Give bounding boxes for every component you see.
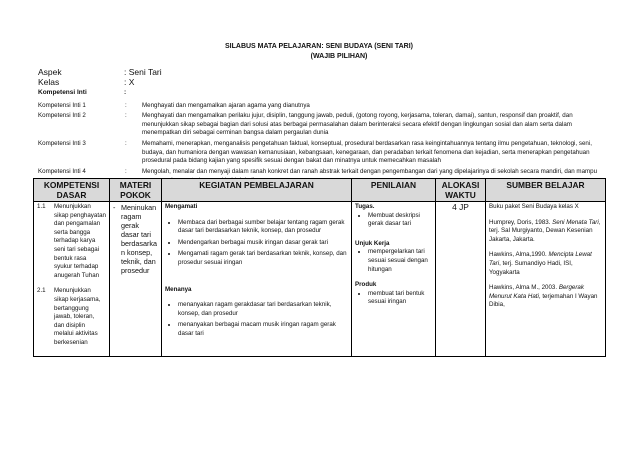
ki-4-text: Mengolah, menalar dan menyaji dalam ranah konkret dan ranah abstrak terkait dengan pengembangan dari yang dipelajarinya di sekolah secara mandiri, dan mampu	[142, 168, 598, 175]
sumber-item-3	[489, 251, 602, 277]
mengamati-heading: Mengamati	[165, 203, 198, 210]
header-alokasi: ALOKASI WAKTU	[436, 179, 486, 202]
sumber-item-2	[489, 219, 602, 245]
unjuk-kerja-item-1: • mempergelarkan tari sesuai sesuai dengan hitungan	[368, 248, 432, 274]
ki-2-label: Kompetensi Inti 2	[38, 112, 86, 119]
menanya-item-1: • menanyakan ragam gerakdasar tari berdasarkan teknik, konsep, dan prosedur	[178, 301, 348, 318]
penilaian-cell	[352, 202, 436, 357]
ki-2-text: Menghayati dan mengamalkan perilaku jujur, disiplin, tanggung jawab, peduli, (gotong royong, kerjasama, toleran, damai), santun, responsif dan proaktif, dan menunjukkan sikap sebagai bagian dari solusi atas berbagai permasalahan dalam berinteraksi secara efektif dengan lingkungan sosial dan alam serta dalam menempatkan diri sebagai cerminan bangsa dalam pergaulan dunia	[142, 112, 573, 137]
sumber-item-2-text: Humprey, Doris, 1983.	[489, 218, 553, 226]
ki-1-text: Menghayati dan mengamalkan ajaran agama yang dianutnya	[142, 102, 310, 109]
header-sumber: SUMBER BELAJAR	[486, 179, 606, 202]
materi-cell	[110, 202, 162, 357]
kd-item-2-num: 2.1	[37, 287, 46, 295]
ki-3-colon: :	[125, 140, 127, 147]
ki-3-label: Kompetensi Inti 3	[38, 140, 86, 147]
header-kompetensi-dasar: KOMPETENSI DASAR	[34, 179, 110, 202]
mengamati-item-2: • Mendengarkan berbagai musik iringan dasar gerak tari	[178, 239, 348, 248]
produk-list	[355, 290, 432, 307]
sumber-item-4-text: Hawkins, Alma M., 2003.	[489, 284, 559, 292]
materi-item-1	[113, 203, 158, 275]
sumber-item-3-title: Mencipta Lewat Tari	[489, 251, 592, 267]
ki-1-colon: :	[125, 102, 127, 109]
kegiatan-cell	[162, 202, 352, 357]
ki-2-colon: :	[125, 112, 127, 119]
sumber-cell	[486, 202, 606, 357]
ki-header-colon: :	[124, 89, 127, 96]
ki-header-label: Kompetensi Inti	[38, 89, 87, 96]
kd-list	[37, 203, 106, 348]
sumber-item-3-after: , terj. Sumandiyo Hadi, ISI, Yogyakarta	[489, 259, 573, 276]
aspek-label: Aspek	[38, 67, 62, 77]
sumber-item-1-text: Buku paket Seni Budaya kelas X	[489, 203, 579, 210]
sumber-item-4-title: Bergerak Menurut Kata Hati	[489, 284, 584, 300]
title-line-1: SILABUS MATA PELAJARAN: SENI BUDAYA (SENI TARI)	[225, 43, 413, 50]
syllabus-table	[33, 178, 606, 357]
tugas-list	[355, 212, 432, 229]
materi-item-1-dash: -	[113, 203, 116, 212]
kd-item-1	[37, 203, 106, 280]
ki-1-label: Kompetensi Inti 1	[38, 102, 86, 109]
sumber-item-2-after: , terj. Sal Murgiyanto, Dewan Kesenian Jakarta, Jakarta.	[489, 218, 601, 243]
sumber-item-3-text: Hawkins, Alma,1990.	[489, 251, 549, 259]
tugas-item-1: • Membuat deskripsi gerak dasar tari	[368, 212, 432, 229]
tugas-heading: Tugas.	[355, 203, 375, 210]
header-penilaian: PENILAIAN	[352, 179, 436, 202]
table-row	[34, 202, 606, 357]
produk-item-1: • membuat tari bentuk sesuai iringan	[368, 290, 432, 307]
sumber-item-4	[489, 284, 602, 310]
title-line-2: (WAJIB PILIHAN)	[310, 53, 368, 60]
materi-list	[113, 203, 158, 275]
kd-item-1-num: 1.1	[37, 203, 46, 210]
ki-4-colon: :	[125, 168, 127, 175]
produk-heading: Produk	[355, 281, 377, 289]
unjuk-kerja-list	[355, 248, 432, 274]
kd-item-2-text: Menunjukkan sikap kerjasama, bertanggung jawab, toleran, dan disiplin melalui aktivitas berkesenian	[54, 287, 101, 346]
aspek-value: : Seni Tari	[124, 67, 162, 77]
sumber-item-2-title: Seni Menata Tari	[552, 218, 599, 226]
ki-4-label: Kompetensi Inti 4	[38, 168, 86, 175]
alokasi-value: 4 JP	[452, 202, 469, 212]
document-title	[0, 42, 638, 62]
header-materi-pokok: MATERI POKOK	[110, 179, 162, 202]
ki-3-text: Memahami, menerapkan, menganalisis pengetahuan faktual, konseptual, prosedural berdasarkan rasa keingintahuannya tentang ilmu pengetahuan, teknologi, seni, budaya, dan humaniora dengan wawasan kemanusiaan, kebangsaan, kenegaraan, dan peradaban terkait fenomena dan kejadian, serta menerapkan pengetahuan prosedural pada bidang kajian yang spesifik sesuai dengan bakat dan minatnya untuk memecahkan masalah	[142, 140, 592, 165]
materi-item-1-text: Meninukan ragam gerak dasar tari berdasarka n konsep, teknik, dan prosedur	[121, 203, 157, 275]
menanya-item-2: • menanyakan berbagai macam musik iringan ragam gerak dasar tari	[178, 321, 348, 338]
sumber-item-1	[489, 203, 602, 212]
mengamati-item-3: • Mengamati ragam gerak tari berdasarkan teknik, konsep, dan prosedur sesuai iringan	[178, 250, 348, 267]
alokasi-cell	[436, 202, 486, 357]
header-kegiatan: KEGIATAN PEMBELAJARAN	[162, 179, 352, 202]
menanya-heading: Menanya	[165, 285, 192, 293]
sumber-item-4-after: , terjemahan I Wayan Dibia,	[489, 292, 598, 309]
kd-item-2	[37, 287, 106, 347]
kd-item-1-text: Menunjukkan sikap penghayatan dan pengamalan serta bangga terhadap karya seni tari sebagai bentuk rasa syukur terhadap anugerah Tuhan	[54, 203, 106, 279]
kelas-label: Kelas	[38, 77, 60, 87]
menanya-list	[165, 301, 348, 338]
mengamati-item-1: • Membaca dari berbagai sumber belajar tentang ragam gerak dasar tari berdasarkan teknik, konsep, dan prosedur	[178, 219, 348, 236]
table-header-row	[34, 179, 606, 202]
mengamati-list	[165, 219, 348, 268]
kelas-value: : X	[124, 77, 135, 87]
kd-cell	[34, 202, 110, 357]
unjuk-kerja-heading: Unjuk Kerja	[355, 239, 390, 247]
